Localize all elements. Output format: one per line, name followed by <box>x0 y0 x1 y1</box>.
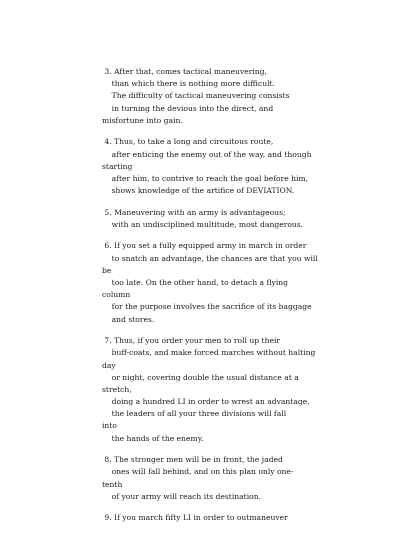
text-line: buff-coats, and make forced marches without halting <box>102 348 316 358</box>
paragraph-1 <box>102 66 402 127</box>
text-line: after him, to contrive to reach the goal before him, <box>102 173 309 183</box>
document-text <box>102 66 402 534</box>
text-line: into <box>102 421 117 431</box>
text-line: 7. Thus, if you order your men to roll up their <box>102 336 281 346</box>
text-line: day <box>102 360 116 370</box>
text-line: with an undisciplined multitude, most dangerous. <box>102 219 304 229</box>
text-line: and stores. <box>102 314 155 324</box>
text-line: stretch, <box>102 384 132 394</box>
text-line: be <box>102 265 112 275</box>
text-line: ones will fall behind, and on this plan only one- <box>102 467 294 477</box>
text-line: the hands of the enemy. <box>102 433 204 443</box>
text-line: starting <box>102 161 133 171</box>
text-line: or night, covering double the usual distance at a <box>102 372 299 382</box>
paragraph-6 <box>102 454 402 503</box>
text-line: in turning the devious into the direct, and <box>102 103 274 113</box>
paragraph-7 <box>102 512 402 524</box>
text-line: too late. On the other hand, to detach a flying <box>102 277 289 287</box>
paragraph-2 <box>102 136 402 197</box>
text-line: The difficulty of tactical maneuvering consists <box>102 91 290 101</box>
text-line: than which there is nothing more difficult. <box>102 79 275 89</box>
text-line: 4. Thus, to take a long and circuitous route, <box>102 137 274 147</box>
text-line: misfortune into gain. <box>102 115 183 125</box>
paragraph-5 <box>102 335 402 445</box>
text-line: 5. Maneuvering with an army is advantageous; <box>102 207 286 217</box>
text-line: 9. If you march fifty LI in order to outmaneuver <box>102 513 288 523</box>
text-line: shows knowledge of the artifice of DEVIATION. <box>102 186 295 196</box>
text-line: 8. The stronger men will be in front, the jaded <box>102 455 283 465</box>
text-line: doing a hundred LI in order to wrest an advantage, <box>102 397 310 407</box>
text-line: for the purpose involves the sacrifice of its baggage <box>102 302 312 312</box>
text-line: column <box>102 290 131 300</box>
text-line: 6. If you set a fully equipped army in march in order <box>102 241 307 251</box>
paragraph-3 <box>102 207 402 231</box>
paragraph-4 <box>102 240 402 325</box>
text-line: to snatch an advantage, the chances are that you will <box>102 253 318 263</box>
text-line: tenth <box>102 479 123 489</box>
text-line: 3. After that, comes tactical maneuvering, <box>102 67 267 76</box>
text-line: the leaders of all your three divisions will fall <box>102 409 287 419</box>
text-line: of your army will reach its destination. <box>102 491 262 501</box>
text-line: after enticing the enemy out of the way, and though <box>102 149 312 159</box>
